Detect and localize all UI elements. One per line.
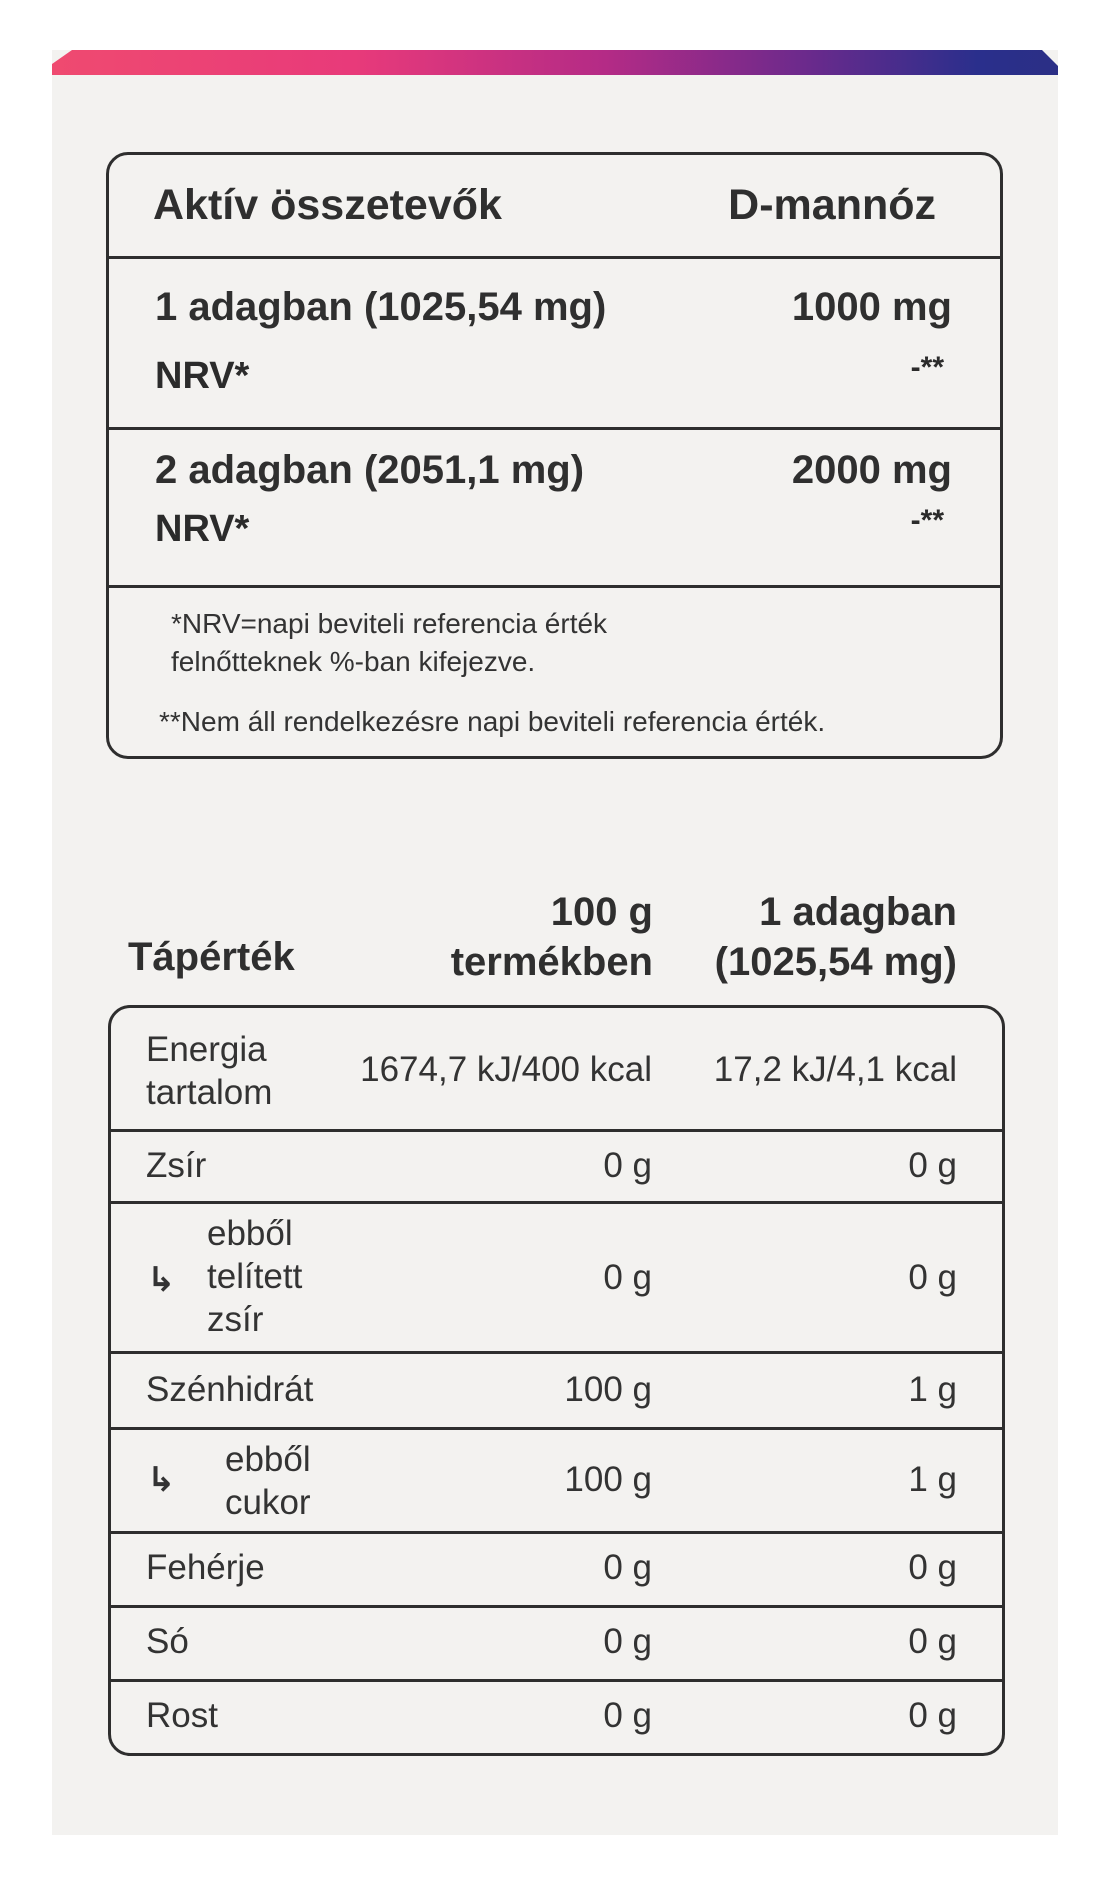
dose-value: 2000 mg	[791, 448, 952, 492]
sub-item-arrow-icon: ↳	[147, 1261, 176, 1299]
active-ingredients-title: Aktív összetevők	[153, 181, 502, 229]
table-row-protein	[111, 1534, 1002, 1608]
nutrition-header	[106, 885, 1003, 995]
table-row-saturated-fat	[111, 1204, 1002, 1354]
table-row-fat	[111, 1132, 1002, 1204]
dose-row-1	[109, 259, 1000, 430]
active-ingredients-header	[109, 155, 1000, 259]
table-row-salt	[111, 1608, 1002, 1682]
value-per-serving: 0 g	[908, 1548, 957, 1587]
value-per-100g: 0 g	[603, 1258, 652, 1297]
nutrient-name: Zsír	[146, 1146, 207, 1185]
value-per-serving: 0 g	[908, 1146, 957, 1185]
value-per-100g: 1674,7 kJ/400 kcal	[360, 1050, 652, 1089]
table-row-fiber	[111, 1682, 1002, 1756]
value-per-serving: 1 g	[908, 1370, 957, 1409]
nutrient-name: ebből telített zsír	[207, 1214, 303, 1339]
nutrition-table	[108, 1005, 1005, 1756]
value-per-serving: 0 g	[908, 1696, 957, 1735]
table-row-sugar	[111, 1430, 1002, 1534]
column-header-per-serving: 1 adagban (1025,54 mg)	[714, 890, 957, 984]
nrv-value: -**	[910, 504, 944, 537]
value-per-100g: 100 g	[564, 1460, 652, 1499]
nutrition-title: Tápérték	[128, 935, 295, 979]
dose-value: 1000 mg	[791, 285, 952, 329]
dose-label: 1 adagban (1025,54 mg)	[155, 285, 607, 329]
table-row-carbohydrate	[111, 1354, 1002, 1430]
nutrient-name: Rost	[146, 1696, 218, 1735]
value-per-serving: 17,2 kJ/4,1 kcal	[713, 1050, 957, 1089]
nutrient-name: Só	[146, 1622, 189, 1661]
value-per-serving: 0 g	[908, 1622, 957, 1661]
nrv-footnote: *NRV=napi beviteli referencia érték felnőtteknek %-ban kifejezve.	[171, 608, 608, 677]
nutrient-name: Szénhidrát	[146, 1370, 314, 1409]
no-reference-footnote: **Nem áll rendelkezésre napi beviteli referencia érték.	[159, 706, 826, 737]
value-per-serving: 1 g	[908, 1460, 957, 1499]
nutrient-name: ebből cukor	[225, 1440, 311, 1522]
nutrient-name: Energia tartalom	[146, 1030, 273, 1112]
value-per-serving: 0 g	[908, 1258, 957, 1297]
gradient-band	[52, 50, 1058, 75]
value-per-100g: 0 g	[603, 1548, 652, 1587]
ingredient-name: D-mannóz	[728, 181, 936, 229]
active-ingredients-table	[106, 152, 1003, 759]
nrv-value: -**	[910, 351, 944, 384]
value-per-100g: 0 g	[603, 1146, 652, 1185]
table-row-energy	[111, 1008, 1002, 1132]
nrv-label: NRV*	[155, 355, 250, 397]
dose-row-2	[109, 430, 1000, 588]
nutrient-name: Fehérje	[146, 1548, 265, 1587]
nrv-label: NRV*	[155, 508, 250, 550]
value-per-100g: 0 g	[603, 1622, 652, 1661]
value-per-100g: 100 g	[564, 1370, 652, 1409]
column-header-per-100g: 100 g termékben	[450, 890, 653, 984]
value-per-100g: 0 g	[603, 1696, 652, 1735]
sub-item-arrow-icon: ↳	[147, 1461, 176, 1499]
dose-label: 2 adagban (2051,1 mg)	[155, 448, 585, 492]
